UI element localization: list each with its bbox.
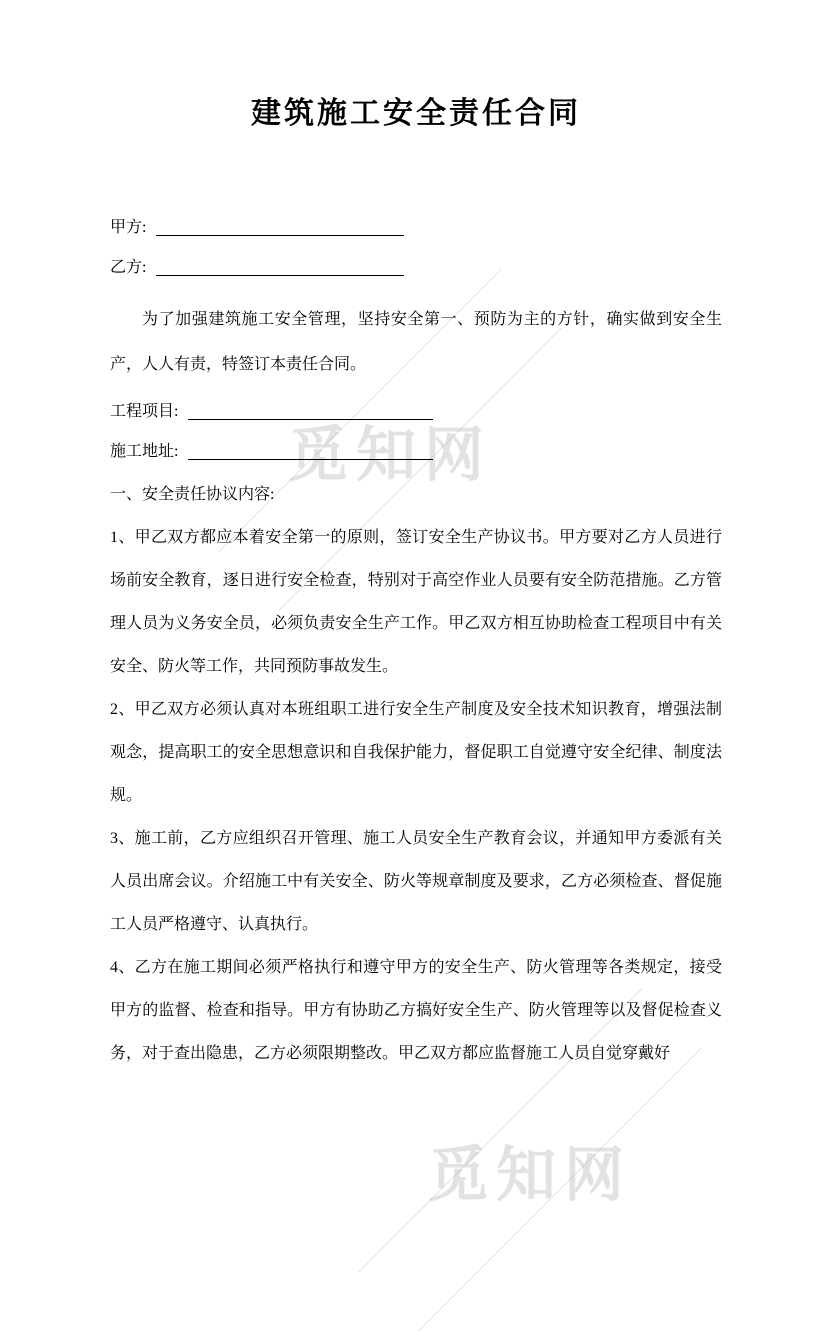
address-row	[110, 439, 722, 465]
clause-1: 1、甲乙双方都应本着安全第一的原则，签订安全生产协议书。甲方要对乙方人员进行场前安全教育，逐日进行安全检查，特别对于高空作业人员要有安全防范措施。乙方管理人员为义务安全员，必须负责安全生产工作。甲乙双方相互协助检查工程项目中有关安全、防火等工作，共同预防事故发生。	[110, 529, 722, 675]
party-b-row	[110, 255, 722, 281]
address-label: 施工地址:	[110, 443, 179, 460]
section-heading: 一、安全责任协议内容:	[110, 486, 275, 503]
project-row	[110, 399, 722, 425]
party-a-blank[interactable]	[156, 215, 404, 236]
party-a-label: 甲方:	[110, 219, 147, 236]
address-blank[interactable]	[188, 439, 433, 460]
watermark-text: 觅知网	[428, 1141, 632, 1209]
party-a-row	[110, 215, 722, 241]
document-title: 建筑施工安全责任合同	[251, 97, 581, 130]
party-b-label: 乙方:	[110, 259, 147, 276]
clause-2: 2、甲乙双方必须认真对本班组职工进行安全生产制度及安全技术知识教育，增强法制观念，提高职工的安全思想意识和自我保护能力，督促职工自觉遵守安全纪律、制度法规。	[110, 701, 722, 804]
document-content	[110, 0, 722, 1075]
clause-3: 3、施工前，乙方应组织召开管理、施工人员安全生产教育会议，并通知甲方委派有关人员出席会议。介绍施工中有关安全、防火等规章制度及要求，乙方必须检查、督促施工人员严格遵守、认真执行。	[110, 830, 722, 933]
project-label: 工程项目:	[110, 403, 179, 420]
party-b-blank[interactable]	[156, 255, 404, 276]
watermark-text: 觅知网	[288, 421, 492, 489]
clause-4: 4、乙方在施工期间必须严格执行和遵守甲方的安全生产、防火管理等各类规定，接受甲方的监督、检查和指导。甲方有协助乙方搞好安全生产、防火管理等以及督促检查义务，对于查出隐患，乙方必须限期整改。甲乙双方都应监督施工人员自觉穿戴好	[110, 959, 722, 1062]
watermark-diagonal-line	[418, 1048, 702, 1331]
project-blank[interactable]	[188, 399, 433, 420]
intro-paragraph: 为了加强建筑施工安全管理，坚持安全第一、预防为主的方针，确实做到安全生产，人人有责，特签订本责任合同。	[110, 311, 722, 373]
